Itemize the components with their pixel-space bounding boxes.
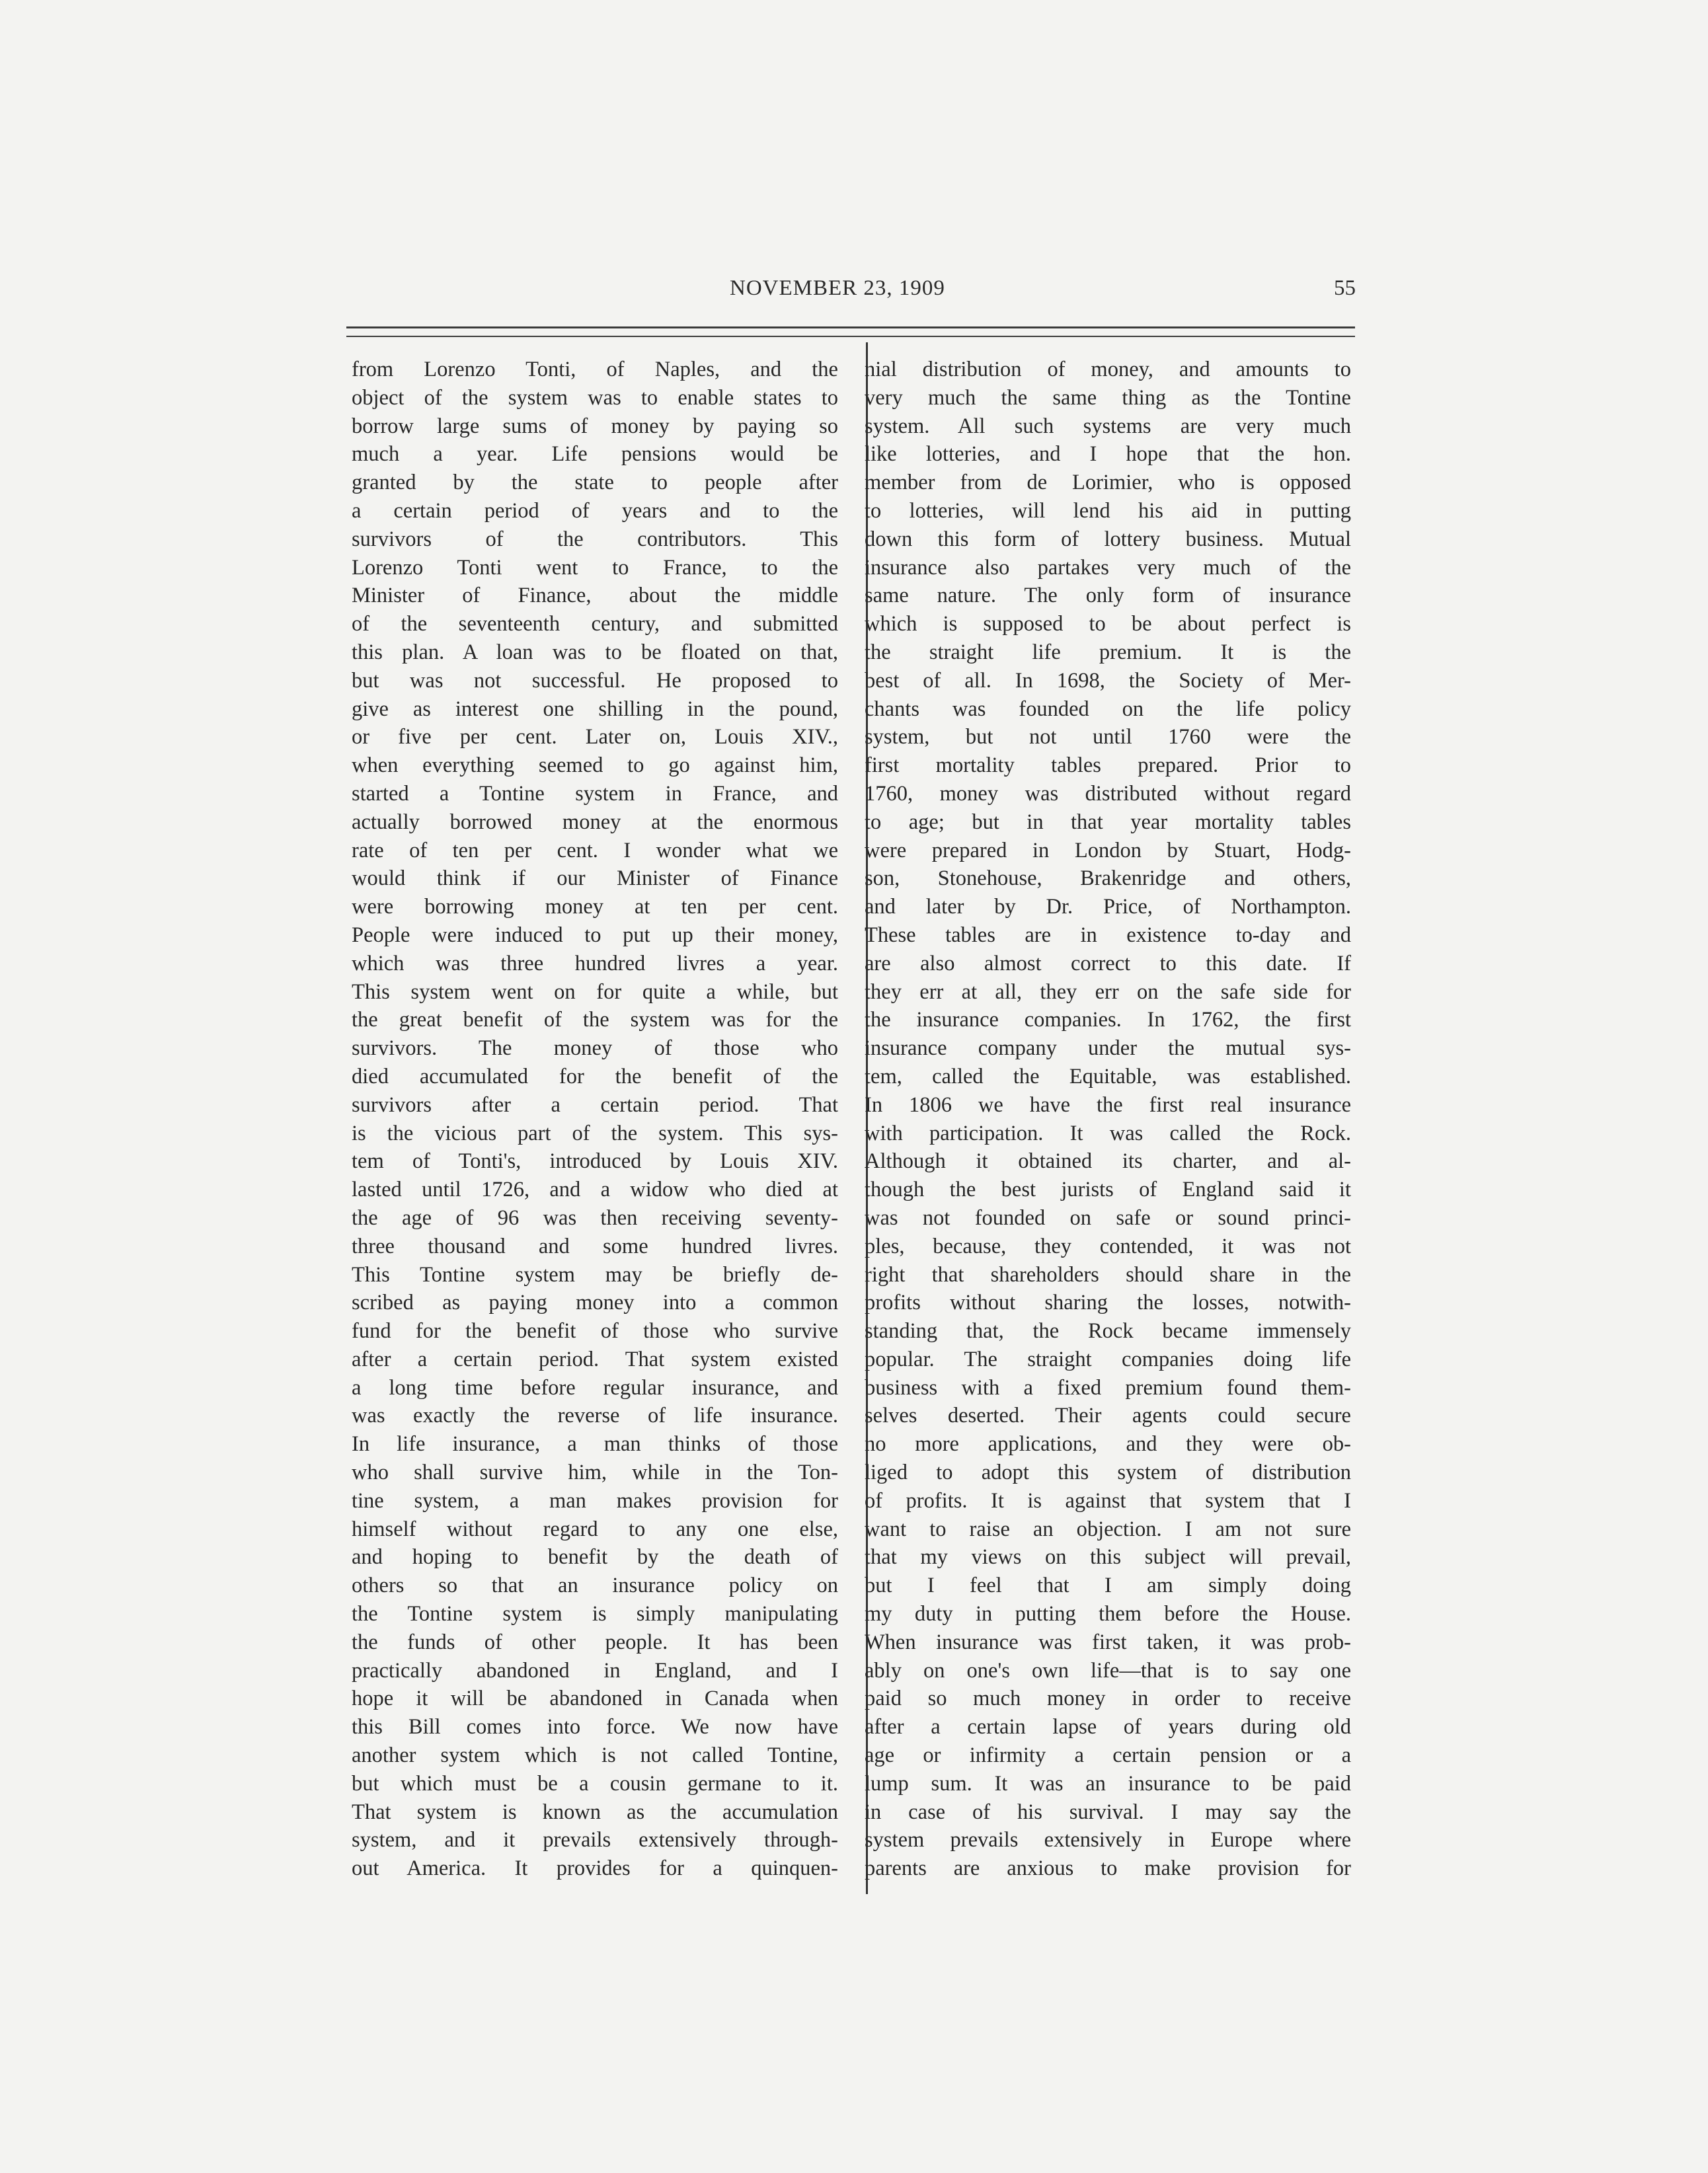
text-line: would think if our Minister of Finance — [352, 866, 838, 891]
text-line: object of the system was to enable states to — [352, 385, 838, 410]
text-line: died accumulated for the benefit of the — [352, 1064, 838, 1088]
text-line: which is supposed to be about perfect is — [865, 612, 1351, 636]
text-line: People were induced to put up their money, — [352, 923, 838, 947]
text-line: hope it will be abandoned in Canada when — [352, 1687, 838, 1711]
text-line: and later by Dr. Price, of Northampton. — [865, 895, 1351, 919]
text-line: survivors of the contributors. This — [352, 527, 838, 551]
text-line: actually borrowed money at the enormous — [352, 810, 838, 834]
text-line: best of all. In 1698, the Society of Mer- — [865, 668, 1351, 693]
text-line: to age; but in that year mortality tables — [865, 810, 1351, 834]
text-line: or five per cent. Later on, Louis XIV., — [352, 725, 838, 749]
text-line: nial distribution of money, and amounts to — [865, 358, 1351, 381]
text-line: borrow large sums of money by paying so — [352, 414, 838, 438]
text-line: the age of 96 was then receiving seventy- — [352, 1205, 838, 1230]
text-line: scribed as paying money into a common — [352, 1291, 838, 1315]
text-line: the funds of other people. It has been — [352, 1630, 838, 1654]
text-line: were borrowing money at ten per cent. — [352, 895, 838, 919]
text-line: to lotteries, will lend his aid in putting — [865, 498, 1351, 523]
text-line: In life insurance, a man thinks of those — [352, 1432, 838, 1457]
text-line: though the best jurists of England said it — [865, 1178, 1351, 1202]
text-line: chants was founded on the life policy — [865, 697, 1351, 721]
text-line: down this form of lottery business. Mutual — [865, 527, 1351, 551]
text-line: started a Tontine system in France, and — [352, 781, 838, 806]
text-line: the insurance companies. In 1762, the first — [865, 1008, 1351, 1032]
header-rule-top — [346, 326, 1355, 328]
text-line: son, Stonehouse, Brakenridge and others, — [865, 866, 1351, 891]
text-line: this Bill comes into force. We now have — [352, 1715, 838, 1739]
text-line: same nature. The only form of insurance — [865, 584, 1351, 608]
text-line: is the vicious part of the system. This sys- — [352, 1121, 838, 1145]
text-line: 1760, money was distributed without regard — [865, 781, 1351, 806]
text-line: Although it obtained its charter, and al- — [865, 1149, 1351, 1174]
text-line: standing that, the Rock became immensely — [865, 1319, 1351, 1344]
text-line: with participation. It was called the Rock. — [865, 1121, 1351, 1145]
text-line: another system which is not called Tontine, — [352, 1743, 838, 1768]
text-line: the straight life premium. It is the — [865, 640, 1351, 664]
text-line: business with a fixed premium found them- — [865, 1375, 1351, 1400]
text-line: That system is known as the accumulation — [352, 1800, 838, 1824]
text-line: when everything seemed to go against him, — [352, 753, 838, 778]
text-line: tem, called the Equitable, was established. — [865, 1064, 1351, 1088]
text-line: lasted until 1726, and a widow who died at — [352, 1178, 838, 1202]
text-line: age or infirmity a certain pension or a — [865, 1743, 1351, 1768]
text-line: my duty in putting them before the House. — [865, 1602, 1351, 1626]
text-line: out America. It provides for a quinquen- — [352, 1856, 838, 1881]
text-line: This system went on for quite a while, but — [352, 979, 838, 1004]
text-line: no more applications, and they were ob- — [865, 1432, 1351, 1457]
text-line: insurance company under the mutual sys- — [865, 1036, 1351, 1061]
text-line: much a year. Life pensions would be — [352, 442, 838, 467]
text-line: like lotteries, and I hope that the hon. — [865, 442, 1351, 467]
text-line: practically abandoned in England, and I — [352, 1658, 838, 1683]
text-line: lump sum. It was an insurance to be paid — [865, 1771, 1351, 1796]
text-line: survivors. The money of those who — [352, 1036, 838, 1061]
text-line: a long time before regular insurance, and — [352, 1375, 838, 1400]
header-date: NOVEMBER 23, 1909 — [730, 276, 945, 300]
text-line: system. All such systems are very much — [865, 414, 1351, 438]
text-line: profits without sharing the losses, notwith- — [865, 1291, 1351, 1315]
text-line: When insurance was first taken, it was prob- — [865, 1630, 1351, 1654]
text-line: system prevails extensively in Europe where — [865, 1828, 1351, 1852]
text-line: was exactly the reverse of life insurance. — [352, 1404, 838, 1428]
text-line: granted by the state to people after — [352, 471, 838, 495]
right-column — [865, 356, 1351, 1883]
text-line: after a certain lapse of years during old — [865, 1715, 1351, 1739]
text-line: rate of ten per cent. I wonder what we — [352, 838, 838, 862]
text-line: which was three hundred livres a year. — [352, 951, 838, 975]
text-line: parents are anxious to make provision for — [865, 1856, 1351, 1881]
text-line: from Lorenzo Tonti, of Naples, and the — [352, 358, 838, 381]
text-line: others so that an insurance policy on — [352, 1574, 838, 1598]
text-line: popular. The straight companies doing life — [865, 1347, 1351, 1371]
text-line: survivors after a certain period. That — [352, 1092, 838, 1117]
text-line: was not founded on safe or sound princi- — [865, 1205, 1351, 1230]
text-line: the great benefit of the system was for the — [352, 1008, 838, 1032]
header-rule-bottom — [346, 336, 1355, 337]
text-line: tine system, a man makes provision for — [352, 1488, 838, 1513]
text-line: of profits. It is against that system that I — [865, 1488, 1351, 1513]
text-line: These tables are in existence to-day and — [865, 923, 1351, 947]
text-line: this plan. A loan was to be floated on that, — [352, 640, 838, 664]
text-line: paid so much money in order to receive — [865, 1687, 1351, 1711]
text-line: tem of Tonti's, introduced by Louis XIV. — [352, 1149, 838, 1174]
text-line: give as interest one shilling in the pound, — [352, 697, 838, 721]
text-line: liged to adopt this system of distribution — [865, 1461, 1351, 1485]
text-line: ably on one's own life—that is to say one — [865, 1658, 1351, 1683]
text-line: In 1806 we have the first real insurance — [865, 1092, 1351, 1117]
text-line: three thousand and some hundred livres. — [352, 1234, 838, 1258]
text-line: who shall survive him, while in the Ton- — [352, 1461, 838, 1485]
text-line: ples, because, they contended, it was not — [865, 1234, 1351, 1258]
text-line: fund for the benefit of those who survive — [352, 1319, 838, 1344]
text-line: they err at all, they err on the safe side for — [865, 979, 1351, 1004]
text-line: Minister of Finance, about the middle — [352, 584, 838, 608]
text-line: This Tontine system may be briefly de- — [352, 1262, 838, 1287]
text-line: in case of his survival. I may say the — [865, 1800, 1351, 1824]
text-line: that my views on this subject will prevail, — [865, 1545, 1351, 1570]
text-line: a certain period of years and to the — [352, 498, 838, 523]
text-line: member from de Lorimier, who is opposed — [865, 471, 1351, 495]
text-line: and hoping to benefit by the death of — [352, 1545, 838, 1570]
text-line: are also almost correct to this date. If — [865, 951, 1351, 975]
left-column — [352, 356, 838, 1883]
text-line: of the seventeenth century, and submitted — [352, 612, 838, 636]
text-line: system, but not until 1760 were the — [865, 725, 1351, 749]
text-line: after a certain period. That system existed — [352, 1347, 838, 1371]
text-line: but which must be a cousin germane to it. — [352, 1771, 838, 1796]
text-line: Lorenzo Tonti went to France, to the — [352, 555, 838, 580]
text-line: first mortality tables prepared. Prior to — [865, 753, 1351, 778]
text-line: very much the same thing as the Tontine — [865, 385, 1351, 410]
text-line: selves deserted. Their agents could secure — [865, 1404, 1351, 1428]
text-line: want to raise an objection. I am not sure — [865, 1517, 1351, 1541]
text-line: but was not successful. He proposed to — [352, 668, 838, 693]
text-line: himself without regard to any one else, — [352, 1517, 838, 1541]
page-number: 55 — [1334, 276, 1356, 300]
text-line: system, and it prevails extensively through- — [352, 1828, 838, 1852]
text-line: right that shareholders should share in the — [865, 1262, 1351, 1287]
text-line: were prepared in London by Stuart, Hodg- — [865, 838, 1351, 862]
text-line: the Tontine system is simply manipulating — [352, 1602, 838, 1626]
text-line: but I feel that I am simply doing — [865, 1574, 1351, 1598]
text-line: insurance also partakes very much of the — [865, 555, 1351, 580]
